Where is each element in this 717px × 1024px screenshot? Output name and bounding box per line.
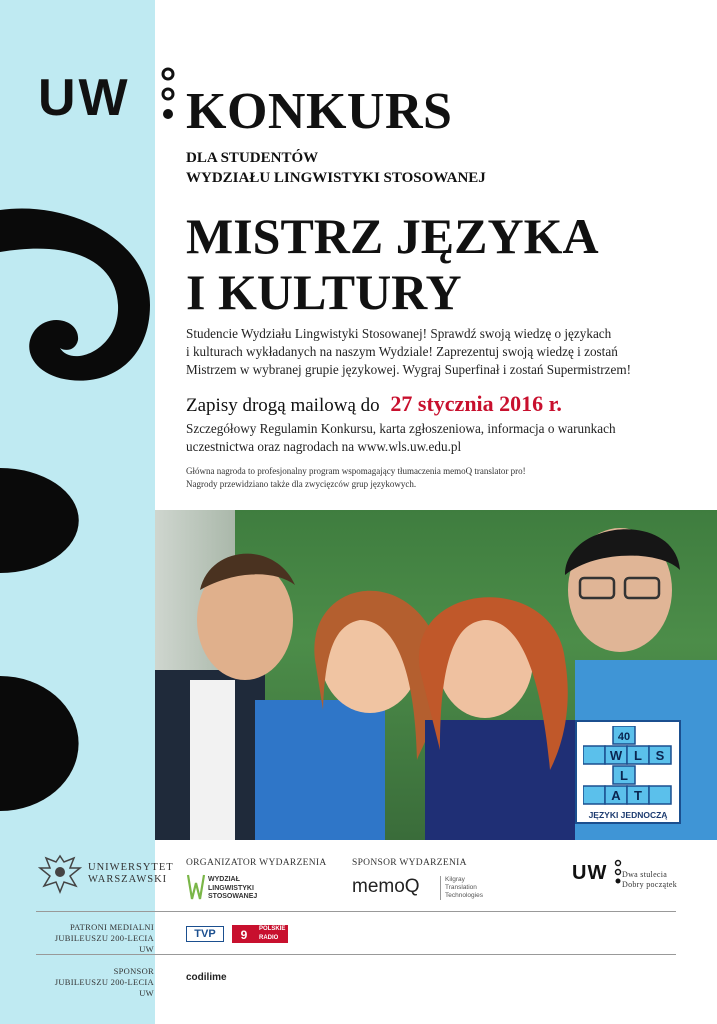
subtitle-line-2: WYDZIAŁU LINGWISTYKI STOSOWANEJ — [186, 170, 486, 186]
uw-logo-colon-icon — [160, 60, 176, 130]
organizer-label: ORGANIZATOR WYDARZENIA — [186, 858, 327, 868]
organizer-name-line-3: STOSOWANEJ — [208, 893, 258, 900]
polskie-radio-line-1: POLSKIE — [259, 926, 286, 932]
uw-logo: UW — [38, 69, 131, 127]
badge-letter-2: L — [634, 748, 642, 763]
uw-tagline-line-2: Dobry początek — [622, 880, 678, 889]
footer-divider-1 — [36, 911, 676, 912]
badge-letter-1: W — [609, 748, 623, 763]
sponsor-label: SPONSOR WYDARZENIA — [352, 858, 467, 868]
contest-title: KONKURS — [186, 83, 453, 140]
wls-40-years-badge — [575, 720, 681, 824]
deadline-label: Zapisy drogą mailową do — [186, 395, 380, 416]
badge-number: 40 — [617, 731, 631, 743]
headline — [186, 208, 599, 320]
tvp-logo: TVP — [186, 926, 224, 942]
headline-line-1: MISTRZ JĘZYKA — [186, 208, 599, 264]
prize-line-1: Główna nagroda to profesjonalny program wspomagający tłumaczenia memoQ translator pro! — [186, 466, 526, 476]
university-name-line-1: UNIWERSYTET — [88, 862, 174, 873]
media-patrons-label — [46, 922, 154, 955]
wls-logo-icon — [186, 873, 206, 903]
deadline-date: 27 stycznia 2016 r. — [390, 391, 562, 416]
memoq-tagline — [440, 876, 483, 900]
intro-paragraph — [186, 325, 706, 379]
organizer-name-line-1: WYDZIAŁ — [208, 876, 240, 883]
svg-text:9: 9 — [240, 928, 248, 942]
rules-paragraph — [186, 420, 706, 456]
headline-line-2: I KULTURY — [186, 264, 462, 320]
memoq-tagline-line-2: Translation — [445, 884, 477, 891]
decorative-half-circle-1 — [0, 468, 80, 573]
memoq-logo: memoQ — [352, 876, 420, 897]
badge-letter-3: S — [655, 748, 665, 763]
university-eagle-icon — [36, 852, 84, 896]
uw-jubilee-logo: UW — [572, 862, 608, 884]
polskie-radio-mark-icon — [232, 925, 256, 943]
decorative-swirl-shape — [0, 200, 155, 390]
jubilee-sponsor-line-1: SPONSOR — [113, 966, 154, 976]
university-name — [88, 862, 174, 886]
media-patrons-line-2: JUBILEUSZU 200-LECIA UW — [54, 933, 154, 954]
contest-subtitle — [186, 148, 486, 188]
intro-line-2: i kulturach wykładanych na naszym Wydziale! Zaprezentuj swoją wiedzę i zostań — [186, 344, 618, 359]
organizer-name — [208, 876, 257, 902]
memoq-tagline-line-3: Technologies — [445, 892, 483, 899]
jubilee-sponsor-label — [46, 966, 154, 999]
uw-tagline-line-1: Dwa stulecia — [622, 870, 668, 879]
memoq-tagline-line-1: Kilgray — [445, 876, 465, 883]
organizer-name-line-2: LINGWISTYKI — [208, 884, 254, 892]
decorative-half-circle-2 — [0, 676, 80, 811]
codilime-logo: codilime — [186, 972, 227, 983]
badge-letter-6: T — [634, 788, 642, 803]
media-patrons-line-1: PATRONI MEDIALNI — [69, 922, 154, 932]
intro-line-1: Studencie Wydziału Lingwistyki Stosowanej! Sprawdź swoją wiedzę o językach — [186, 326, 612, 341]
polskie-radio-logo — [256, 925, 288, 943]
rules-line-2[interactable]: uczestnictwa oraz nagrodach na www.wls.uw.edu.pl — [186, 439, 462, 454]
registration-deadline — [186, 392, 562, 418]
jubilee-sponsor-line-2: JUBILEUSZU 200-LECIA UW — [54, 977, 154, 998]
prize-line-2: Nagrody przewidziano także dla zwycięzców grup językowych. — [186, 479, 417, 489]
footer-divider-2 — [36, 954, 676, 955]
intro-line-3: Mistrzem w wybranej grupie językowej. Wygraj Superfinał i zostań Supermistrzem! — [186, 362, 632, 377]
badge-letter-5: A — [611, 788, 621, 803]
rules-line-1: Szczegółowy Regulamin Konkursu, karta zgłoszeniowa, informacja o warunkach — [186, 421, 616, 436]
uw-jubilee-colon-icon — [614, 858, 622, 886]
prize-info — [186, 465, 706, 491]
polskie-radio-line-2: RADIO — [259, 935, 279, 941]
crossword-grid-icon — [583, 726, 673, 808]
university-name-line-2: WARSZAWSKI — [88, 874, 168, 885]
badge-caption: JĘZYKI JEDNOCZĄ — [588, 810, 668, 820]
uw-jubilee-tagline — [622, 870, 677, 890]
badge-letter-4: L — [620, 768, 628, 783]
subtitle-line-1: DLA STUDENTÓW — [186, 150, 319, 166]
